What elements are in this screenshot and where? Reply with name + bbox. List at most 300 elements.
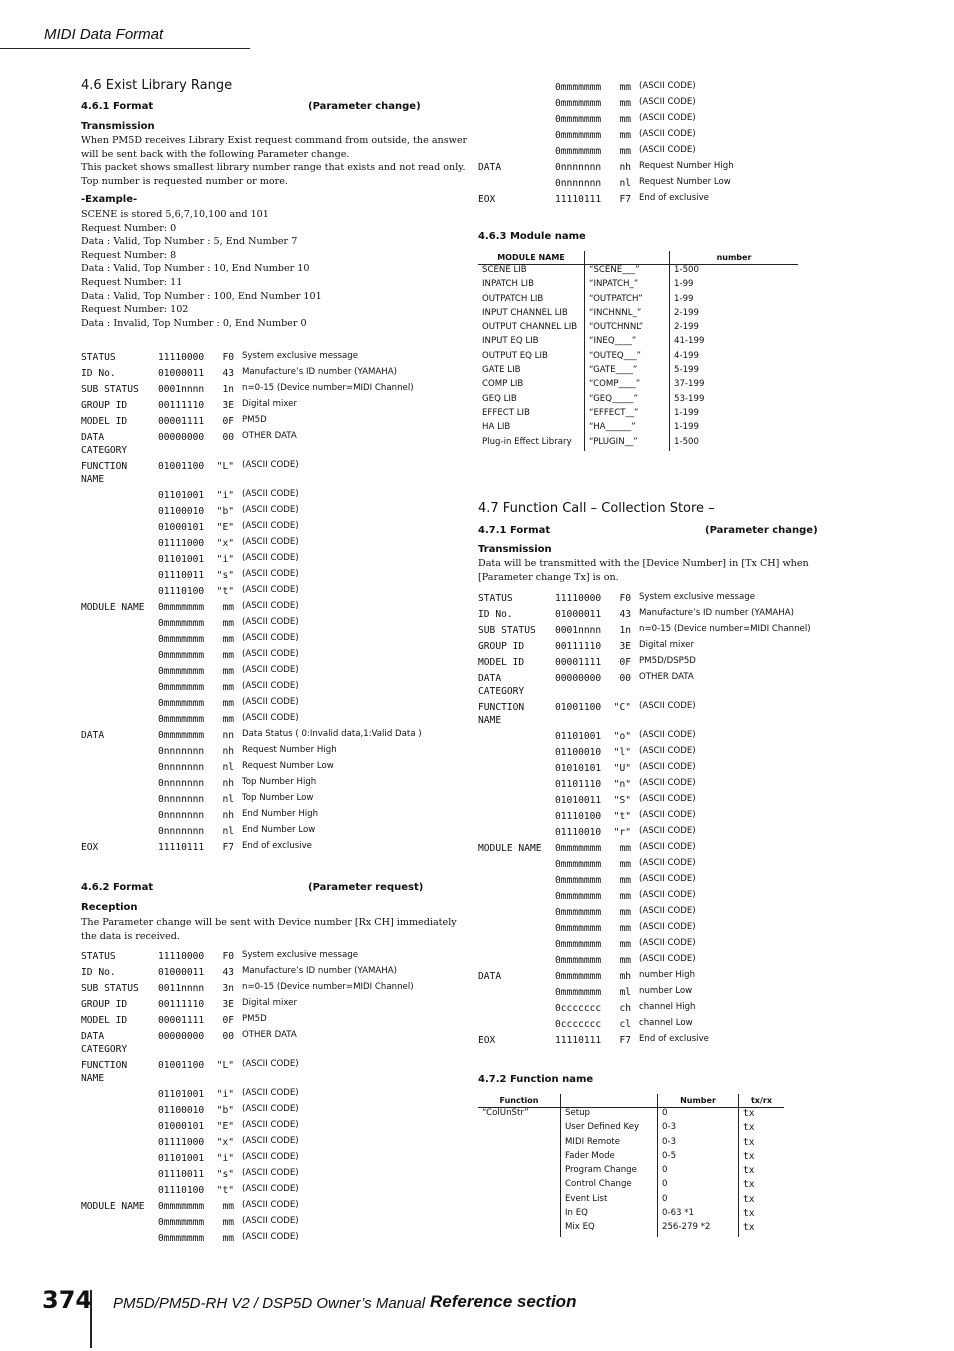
binary-value: 01101001 [158,1153,205,1164]
table-cell: 4-199 [670,351,799,365]
binary-value: 0mmmmmmm [555,939,602,950]
field-description: (ASCII CODE) [242,1232,299,1242]
table-cell: 5-199 [670,365,799,379]
hex-value: "i" [216,1089,234,1100]
field-name: STATUS [478,593,513,604]
hex-value: nl [222,826,234,837]
binary-value: 0nnnnnnn [158,778,205,789]
binary-value: 01101110 [555,779,602,790]
field-description: (ASCII CODE) [242,1200,299,1210]
field-description: System exclusive message [242,950,358,960]
hex-value: "o" [613,731,631,742]
table-row [478,1151,784,1165]
running-header: MIDI Data Format [44,26,164,43]
field-description: End Number Low [242,825,316,835]
hex-value: 0F [222,416,234,427]
table-cell: Control Change [561,1179,658,1193]
binary-value: 01001100 [555,702,602,713]
field-name-cont: NAME [81,1073,105,1084]
field-name-cont: CATEGORY [478,686,525,697]
table-cell: “EFFECT__” [585,408,670,422]
hex-value: "i" [216,554,234,565]
hex-value: "i" [216,1153,234,1164]
field-description: (ASCII CODE) [639,746,696,756]
table-cell: “OUTCHNNL” [585,322,670,336]
field-name: SUB STATUS [81,983,139,994]
table-cell [478,1122,561,1136]
field-name: MODEL ID [81,1015,128,1026]
table-cell: “PLUGIN__” [585,437,670,451]
example-label: -Example- [81,194,138,205]
table-row [478,265,798,280]
table-cell: tx [739,1122,785,1136]
table-cell: 0-5 [658,1151,739,1165]
table-cell: 41-199 [670,336,799,350]
section-4-6-2-title: 4.6.2 Format [81,882,154,893]
hex-value: mm [619,891,631,902]
binary-value: 0mmmmmmm [158,698,205,709]
table-cell: 1-99 [670,279,799,293]
binary-value: 01100010 [555,747,602,758]
table-cell: GEQ LIB [482,393,517,404]
hex-value: F0 [222,352,234,363]
binary-value: 0mmmmmmm [555,907,602,918]
field-description: Manufacture’s ID number (YAMAHA) [242,367,397,377]
hex-value: nl [222,794,234,805]
binary-value: 11110000 [158,352,205,363]
field-description: (ASCII CODE) [242,649,299,659]
binary-value: 0nnnnnnn [555,162,602,173]
section-4-7-1-sub: Transmission [478,544,552,555]
field-description: (ASCII CODE) [242,1136,299,1146]
field-description: (ASCII CODE) [639,762,696,772]
hex-value: mm [619,939,631,950]
binary-value: 01110100 [158,586,205,597]
hex-value: "L" [216,461,234,472]
text-line: Data will be transmitted with the [Device Number] in [Tx CH] when [478,558,809,569]
field-description: (ASCII CODE) [639,874,696,884]
hex-value: ml [619,987,631,998]
table-cell: tx [739,1208,785,1222]
binary-value: 01111000 [158,538,205,549]
binary-value: 00001111 [158,416,205,427]
binary-value: 01001100 [158,1060,205,1071]
hex-value: mm [222,666,234,677]
binary-value: 0001nnnn [555,625,602,636]
table-row [478,1194,784,1208]
field-description: End of exclusive [242,841,312,851]
manual-title: PM5D/PM5D-RH V2 / DSP5D Owner’s Manual [113,1295,426,1312]
field-name: GROUP ID [478,641,525,652]
hex-value: 1n [619,625,631,636]
field-description: Data Status ( 0:Invalid data,1:Valid Data ) [242,729,422,739]
table-row [478,1122,784,1136]
footer-rule [90,1290,92,1348]
hex-value: nl [222,762,234,773]
table-cell: “GEQ_____” [585,394,670,408]
field-description: number High [639,970,696,980]
section-4-7-1-title: 4.7.1 Format [478,525,551,536]
section-4-7-title: 4.7 Function Call – Collection Store – [478,501,715,516]
field-description: (ASCII CODE) [242,1216,299,1226]
field-name: DATA [478,162,502,173]
hex-value: 0F [619,657,631,668]
table-cell: “GATE____” [585,365,670,379]
text-line: Data : Valid, Top Number : 100, End Number 101 [81,290,322,302]
field-name: FUNCTION [478,702,525,713]
binary-value: 0nnnnnnn [158,794,205,805]
field-name: SUB STATUS [478,625,536,636]
hex-value: "x" [216,538,234,549]
hex-value: "E" [216,1121,234,1132]
binary-value: 01000011 [158,368,205,379]
field-description: Request Number High [639,161,734,171]
field-description: (ASCII CODE) [242,665,299,675]
binary-value: 01001100 [158,461,205,472]
binary-value: 00000000 [158,1031,205,1042]
table-cell: “OUTEQ___” [585,351,670,365]
field-name: ID No. [478,609,513,620]
binary-value: 01111000 [158,1137,205,1148]
table-row [478,279,798,293]
field-description: (ASCII CODE) [242,1184,299,1194]
table-row [478,437,798,451]
text-line: Data : Invalid, Top Number : 0, End Number 0 [81,317,307,329]
table-row [478,422,798,436]
field-name-cont: CATEGORY [81,445,128,456]
hex-value: mh [619,971,631,982]
field-description: (ASCII CODE) [242,537,299,547]
binary-value: 0nnnnnnn [158,762,205,773]
binary-value: 00111110 [158,400,205,411]
binary-value: 01010101 [555,763,602,774]
table-cell: 2-199 [670,308,799,322]
table-cell: INPUT EQ LIB [482,336,539,347]
hex-value: "i" [216,490,234,501]
field-name: MODULE NAME [81,1201,145,1212]
hex-value: nh [222,778,234,789]
binary-value: 0mmmmmmm [555,875,602,886]
binary-value: 01101001 [158,1089,205,1100]
table-row [478,365,798,379]
hex-value: mm [619,82,631,93]
field-description: (ASCII CODE) [242,713,299,723]
table-cell: 1-99 [670,294,799,308]
table-cell: “INPATCH_” [585,279,670,293]
hex-value: "S" [613,795,631,806]
table-cell [478,1222,561,1236]
field-description: OTHER DATA [242,1030,297,1040]
field-description: Request Number Low [639,177,731,187]
binary-value: 0mmmmmmm [158,618,205,629]
binary-value: 0nnnnnnn [158,810,205,821]
text-line: Top number is requested number or more. [81,175,288,187]
hex-value: "l" [613,747,631,758]
binary-value: 00111110 [555,641,602,652]
field-description: OTHER DATA [639,672,694,682]
field-description: (ASCII CODE) [639,842,696,852]
table-cell: 0-63 *1 [658,1208,739,1222]
binary-value: 0mmmmmmm [555,130,602,141]
hex-value: mm [619,146,631,157]
binary-value: 0011nnnn [158,983,205,994]
field-description: (ASCII CODE) [639,730,696,740]
table-cell: “ColUnStr” [482,1108,529,1118]
field-description: System exclusive message [639,592,755,602]
table-cell: 256-279 *2 [658,1222,739,1236]
table-cell: tx [739,1222,785,1236]
field-description: End Number High [242,809,319,819]
binary-value: 01110011 [158,570,205,581]
field-description: (ASCII CODE) [242,460,299,470]
field-description: Digital mixer [639,640,695,650]
field-name-cont: NAME [81,474,105,485]
hex-value: mm [222,1201,234,1212]
field-name: DATA [478,971,502,982]
col-module-name: MODULE NAME [478,251,585,265]
field-description: Digital mixer [242,998,298,1008]
binary-value: 01010011 [555,795,602,806]
field-description: (ASCII CODE) [639,145,696,155]
hex-value: mm [222,634,234,645]
field-description: (ASCII CODE) [242,1168,299,1178]
field-name: ID No. [81,368,116,379]
binary-value: 0nnnnnnn [158,746,205,757]
text-line: the data is received. [81,930,180,942]
hex-value: mm [222,714,234,725]
binary-value: 00111110 [158,999,205,1010]
table-cell: 2-199 [670,322,799,336]
table-cell: Plug-in Effect Library [482,436,572,447]
table-row [478,1108,784,1123]
hex-value: 43 [222,368,234,379]
field-name: GROUP ID [81,400,128,411]
text-line: Request Number: 11 [81,276,183,288]
page-number: 374 [42,1286,93,1314]
table-cell [478,1151,561,1165]
table-row [478,351,798,365]
binary-value: 01101001 [158,554,205,565]
binary-value: 0mmmmmmm [158,1233,205,1244]
field-description: (ASCII CODE) [242,1088,299,1098]
field-name: MODULE NAME [478,843,542,854]
binary-value: 11110000 [158,951,205,962]
table-cell: MIDI Remote [561,1137,658,1151]
table-cell: INPUT CHANNEL LIB [482,307,568,318]
hex-value: mm [619,114,631,125]
table-cell: 37-199 [670,379,799,393]
binary-value: 0mmmmmmm [555,891,602,902]
binary-value: 0mmmmmmm [158,1217,205,1228]
binary-value: 01110100 [555,811,602,822]
field-description: (ASCII CODE) [639,794,696,804]
hex-value: "s" [216,1169,234,1180]
table-row [478,1208,784,1222]
table-cell: 1-500 [670,437,799,451]
binary-value: 0mmmmmmm [555,82,602,93]
field-description: Top Number High [242,777,317,787]
hex-value: "b" [216,1105,234,1116]
table-cell [478,1208,561,1222]
binary-value: 0mmmmmmm [555,955,602,966]
table-cell: tx [739,1165,785,1179]
field-description: (ASCII CODE) [242,681,299,691]
binary-value: 01000011 [158,967,205,978]
hex-value: 3E [619,641,631,652]
hex-value: 3E [222,400,234,411]
table-cell: 0-3 [658,1137,739,1151]
field-description: (ASCII CODE) [639,906,696,916]
field-description: OTHER DATA [242,431,297,441]
table-row [478,308,798,322]
binary-value: 00000000 [158,432,205,443]
table-cell [478,1137,561,1151]
field-description: (ASCII CODE) [639,97,696,107]
field-description: Manufacture’s ID number (YAMAHA) [639,608,794,618]
section-4-6-2-sub: Reception [81,902,138,913]
field-name: MODEL ID [81,416,128,427]
table-cell: In EQ [561,1208,658,1222]
binary-value: 00000000 [555,673,602,684]
field-name: MODEL ID [478,657,525,668]
binary-value: 0mmmmmmm [158,634,205,645]
table-cell: “HA______” [585,422,670,436]
table-cell: Setup [561,1108,658,1123]
table-cell: SCENE LIB [482,265,527,275]
field-description: (ASCII CODE) [242,553,299,563]
hex-value: mm [222,650,234,661]
text-line: The Parameter change will be sent with Device number [Rx CH] immediately [81,917,457,928]
text-line: SCENE is stored 5,6,7,10,100 and 101 [81,209,269,220]
table-cell: tx [739,1151,785,1165]
field-description: PM5D [242,1014,267,1024]
binary-value: 01110010 [555,827,602,838]
field-description: (ASCII CODE) [242,617,299,627]
col-module-id [585,251,670,265]
hex-value: 00 [222,432,234,443]
hex-value: "r" [613,827,631,838]
field-description: (ASCII CODE) [242,569,299,579]
binary-value: 0mmmmmmm [158,714,205,725]
function-name-table [478,1094,784,1237]
table-cell: OUTPUT CHANNEL LIB [482,322,578,333]
hex-value: F7 [619,194,631,205]
binary-value: 01101001 [158,490,205,501]
hex-value: mm [619,130,631,141]
field-name: ID No. [81,967,116,978]
field-name: EOX [478,194,496,205]
col-function-detail [561,1094,658,1108]
table-cell: 0 [658,1165,739,1179]
binary-value: 0mmmmmmm [158,602,205,613]
field-description: (ASCII CODE) [242,1059,299,1069]
table-row [478,322,798,336]
field-description: n=0-15 (Device number=MIDI Channel) [242,982,414,992]
binary-value: 00001111 [158,1015,205,1026]
binary-value: 0mmmmmmm [158,682,205,693]
table-cell: 0 [658,1194,739,1208]
text-line: This packet shows smallest library number range that exists and not read only. [81,162,466,174]
section-4-7-1-desc [478,557,809,584]
hex-value: "x" [216,1137,234,1148]
table-cell: INPATCH LIB [482,279,534,290]
table-cell: 1-199 [670,422,799,436]
field-description: (ASCII CODE) [242,489,299,499]
table-cell: 1-500 [670,265,799,280]
field-name-cont: CATEGORY [81,1044,128,1055]
section-4-6-title: 4.6 Exist Library Range [81,78,233,93]
table-cell: “INCHNNL_” [585,308,670,322]
table-cell: EFFECT LIB [482,407,530,418]
binary-value: 0mmmmmmm [158,666,205,677]
field-description: (ASCII CODE) [639,810,696,820]
col-fn-number: Number [658,1094,739,1108]
section-4-7-1-type: (Parameter change) [705,525,818,536]
hex-value: 0F [222,1015,234,1026]
section-4-6-1-type: (Parameter change) [308,101,421,112]
hex-value: mm [222,618,234,629]
col-number: number [670,251,799,265]
hex-value: "t" [613,811,631,822]
field-description: (ASCII CODE) [242,601,299,611]
field-description: channel Low [639,1018,693,1028]
hex-value: 43 [222,967,234,978]
binary-value: 0mmmmmmm [555,843,602,854]
binary-value: 0ccccccc [555,1019,602,1030]
hex-value: mm [619,955,631,966]
binary-value: 0ccccccc [555,1003,602,1014]
binary-value: 01000011 [555,609,602,620]
hex-value: mm [619,843,631,854]
hex-value: 3E [222,999,234,1010]
hex-value: "E" [216,522,234,533]
hex-value: nh [619,162,631,173]
field-description: (ASCII CODE) [242,1104,299,1114]
field-description: PM5D/DSP5D [639,656,696,666]
text-line: When PM5D receives Library Exist request command from outside, the answer [81,135,468,146]
section-4-6-3-title: 4.6.3 Module name [478,231,586,242]
table-cell [478,1194,561,1208]
field-description: Digital mixer [242,399,298,409]
binary-value: 0mmmmmmm [555,923,602,934]
hex-value: mm [619,859,631,870]
binary-value: 0mmmmmmm [555,987,602,998]
binary-value: 0mmmmmmm [555,859,602,870]
field-description: (ASCII CODE) [639,778,696,788]
hex-value: mm [619,875,631,886]
field-name: FUNCTION [81,461,128,472]
field-name: DATA [81,730,105,741]
text-line: [Parameter change Tx] is on. [478,571,619,583]
hex-value: 1n [222,384,234,395]
table-cell: tx [739,1194,785,1208]
section-4-6-1-sub: Transmission [81,121,155,132]
field-description: (ASCII CODE) [242,633,299,643]
binary-value: 00001111 [555,657,602,668]
field-description: number Low [639,986,693,996]
field-name: EOX [81,842,99,853]
table-row [478,394,798,408]
hex-value: 00 [222,1031,234,1042]
field-name: STATUS [81,951,116,962]
table-cell: “SCENE___” [585,265,670,280]
hex-value: F7 [222,842,234,853]
table-row [478,1137,784,1151]
field-description: (ASCII CODE) [242,1152,299,1162]
table-cell: Fader Mode [561,1151,658,1165]
hex-value: "t" [216,1185,234,1196]
col-txrx: tx/rx [739,1094,785,1108]
